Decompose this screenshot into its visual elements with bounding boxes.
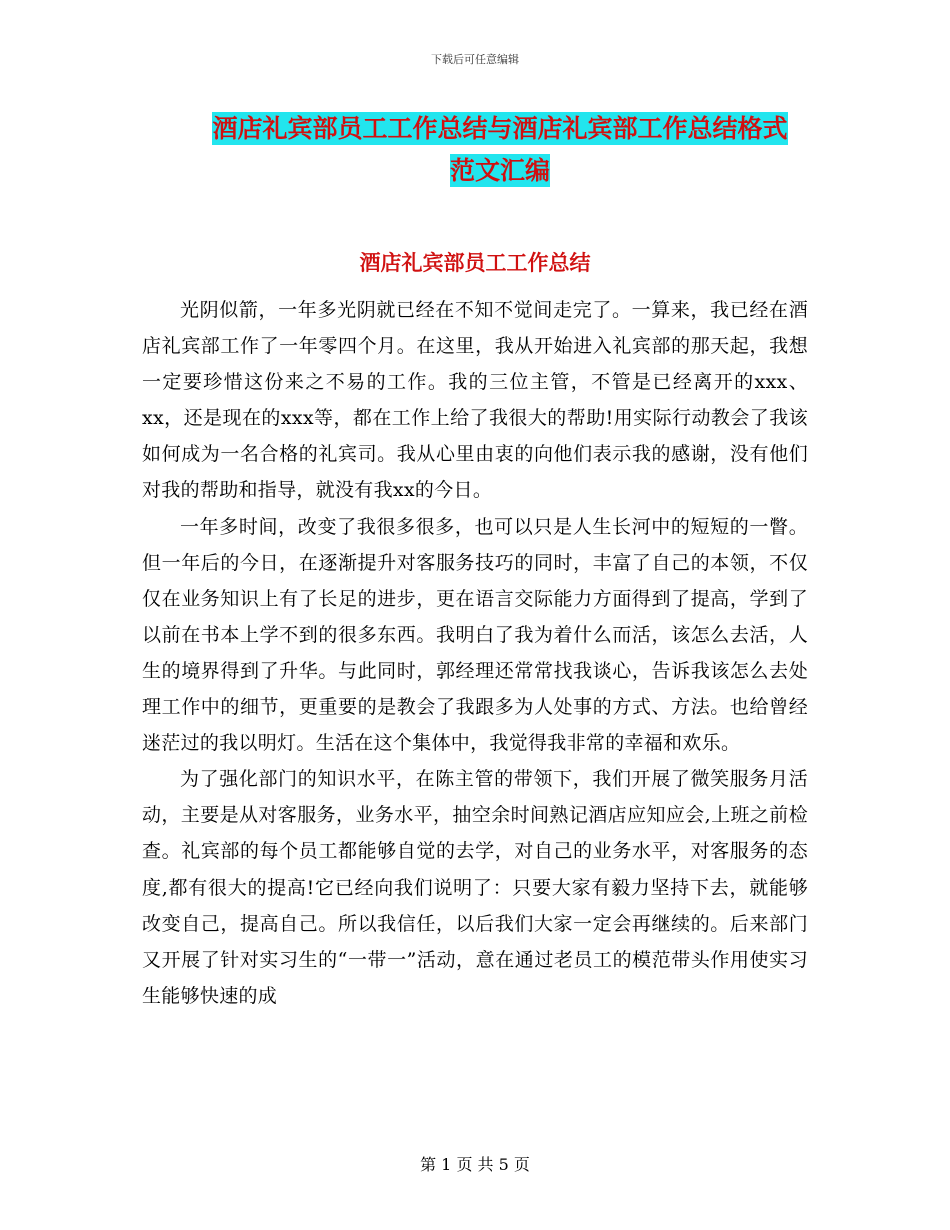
section-title: 酒店礼宾部员工工作总结 — [359, 250, 591, 275]
paragraph-3: 为了强化部门的知识水平，在陈主管的带领下，我们开展了微笑服务月活动，主要是从对客服务，业务水平，抽空余时间熟记酒店应知应会,上班之前检查。礼宾部的每个员工都能够自觉的去学，对自己的业务水平，对客服务的态度,都有很大的提高!它已经向我们说明了：只要大家有毅力坚持下去，就能够改变自己，提高自己。所以我信任，以后我们大家一定会再继续的。后来部门又开展了针对实习生的“一带一”活动，意在通过老员工的模范带头作用使实习生能够快速的成 — [142, 768, 808, 1007]
page-number-footer: 第 1 页 共 5 页 — [420, 1155, 530, 1174]
document-title-line-1: 酒店礼宾部员工工作总结与酒店礼宾部工作总结格式 — [212, 114, 788, 143]
document-title — [140, 108, 860, 192]
header-note: 下载后可任意编辑 — [431, 53, 519, 66]
body-text — [142, 292, 808, 1014]
document-title-line-2: 范文汇编 — [449, 156, 550, 185]
paragraph-1: 光阴似箭，一年多光阴就已经在不知不觉间走完了。一算来，我已经在酒店礼宾部工作了一年零四个月。在这里，我从开始进入礼宾部的那天起，我想一定要珍惜这份来之不易的工作。我的三位主管，不管是已经离开的xxx、xx，还是现在的xxx等，都在工作上给了我很大的帮助!用实际行动教会了我该如何成为一名合格的礼宾司。我从心里由衷的向他们表示我的感谢，没有他们对我的帮助和指导，就没有我xx的今日。 — [142, 299, 808, 502]
paragraph-2: 一年多时间，改变了我很多很多，也可以只是人生长河中的短短的一瞥。但一年后的今日，在逐渐提升对客服务技巧的同时，丰富了自己的本领，不仅仅在业务知识上有了长足的进步，更在语言交际能力方面得到了提高，学到了以前在书本上学不到的很多东西。我明白了我为着什么而活，该怎么去活，人生的境界得到了升华。与此同时，郭经理还常常找我谈心，告诉我该怎么去处理工作中的细节，更重要的是教会了我跟多为人处事的方式、方法。也给曾经迷茫过的我以明灯。生活在这个集体中，我觉得我非常的幸福和欢乐。 — [142, 515, 808, 755]
